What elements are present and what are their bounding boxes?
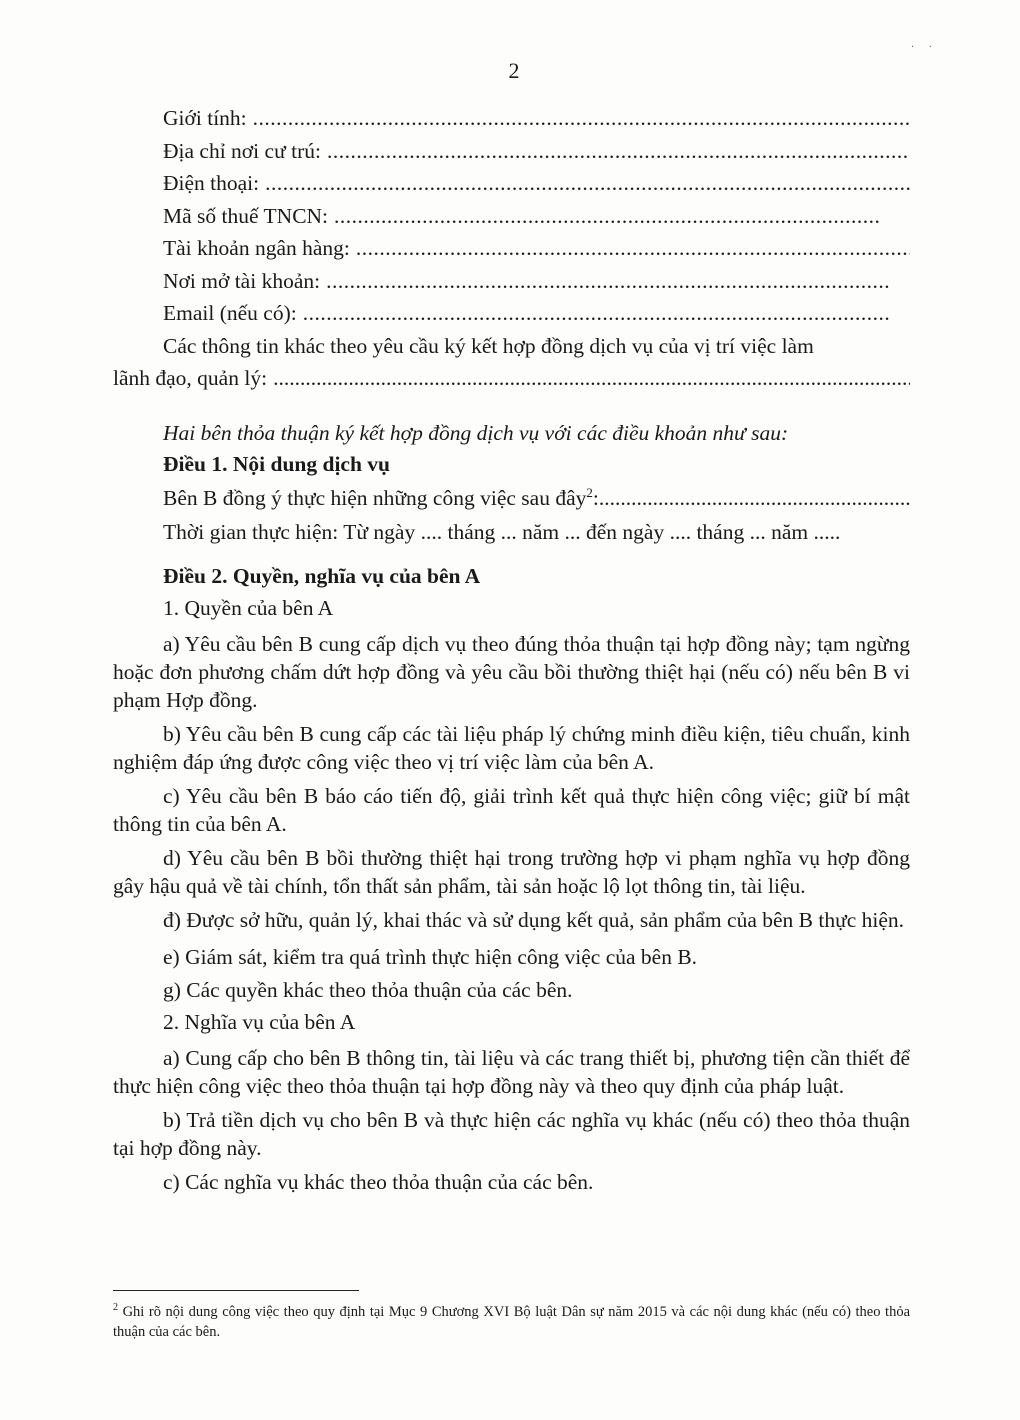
fill-dots [253, 102, 910, 135]
right-item: b) Yêu cầu bên B cung cấp các tài liệu pháp lý chứng minh điều kiện, tiêu chuẩn, kinh nghiệm đáp ứng được công việc theo vị trí việc làm của bên A. [113, 721, 910, 774]
document-body [113, 102, 910, 1196]
field-label: Nơi mở tài khoản: [163, 268, 321, 293]
agreement-intro: Hai bên thỏa thuận ký kết hợp đồng dịch vụ với các điều khoản như sau: [163, 420, 789, 445]
obligation-item: b) Trả tiền dịch vụ cho bên B và thực hiện các nghĩa vụ khác (nếu có) theo thỏa thuận tại hợp đồng này. [113, 1107, 910, 1160]
other-info-line2 [113, 363, 910, 393]
field-label: Giới tính: [163, 106, 247, 130]
right-item: đ) Được sở hữu, quản lý, khai thác và sử dụng kết quả, sản phẩm của bên B thực hiện. [163, 907, 905, 932]
right-item: d) Yêu cầu bên B bồi thường thiệt hại trong trường hợp vi phạm nghĩa vụ hợp đồng gây hậu quả về tài chính, tổn thất sản phẩm, tài sản hoặc lộ lọt thông tin, tài liệu. [113, 845, 910, 898]
footnote-text: Ghi rõ nội dung công việc theo quy định tại Mục 9 Chương XVI Bộ luật Dân sự năm 2015 và các nội dung khác (nếu có) theo thỏa thuận của các bên. [113, 1304, 911, 1340]
footnote-ref: 2 [586, 484, 593, 500]
article-1-time: Thời gian thực hiện: Từ ngày .... tháng ... năm ... đến ngày .... tháng ... năm ..... [163, 519, 841, 544]
right-item: c) Yêu cầu bên B báo cáo tiến độ, giải trình kết quả thực hiện công việc; giữ bí mật thông tin của bên A. [113, 783, 910, 836]
field-address [113, 135, 910, 168]
fill-dots [599, 479, 910, 517]
fill-dots [326, 265, 890, 298]
work-label-colon: : [592, 485, 599, 510]
field-label: Email (nếu có): [163, 301, 297, 325]
scan-speck: · · [910, 42, 938, 53]
footnote [113, 1302, 910, 1342]
page-number: 2 [508, 58, 520, 83]
right-item: e) Giám sát, kiểm tra quá trình thực hiện công việc của bên B. [163, 944, 698, 969]
article-2-heading: Điều 2. Quyền, nghĩa vụ của bên A [163, 563, 481, 588]
obligation-item: c) Các nghĩa vụ khác theo thỏa thuận của các bên. [163, 1169, 594, 1194]
right-item: g) Các quyền khác theo thỏa thuận của các bên. [163, 977, 573, 1002]
footnote-mark: 2 [113, 1302, 118, 1314]
field-tax-code [113, 200, 910, 233]
fill-dots [327, 135, 910, 168]
work-label-text: Bên B đồng ý thực hiện những công việc sau đây [163, 485, 587, 510]
field-phone [113, 167, 910, 200]
fill-dots [303, 297, 890, 330]
rights-heading: 1. Quyền của bên A [163, 595, 334, 620]
right-item: a) Yêu cầu bên B cung cấp dịch vụ theo đúng thỏa thuận tại hợp đồng này; tạm ngừng hoặc đơn phương chấm dứt hợp đồng và yêu cầu bồi thường thiệt hại (nếu có) nếu bên B vi phạm Hợp đồng. [113, 631, 910, 712]
field-label: Mã số thuế TNCN: [163, 203, 329, 228]
obligations-heading: 2. Nghĩa vụ của bên A [163, 1009, 356, 1034]
field-email [113, 297, 910, 330]
field-label: Địa chỉ nơi cư trú: [163, 138, 321, 163]
field-label: Tài khoản ngân hàng: [163, 236, 350, 260]
fill-dots [265, 167, 910, 200]
article-1-heading: Điều 1. Nội dung dịch vụ [163, 451, 391, 476]
other-info-line1: Các thông tin khác theo yêu cầu ký kết hợp đồng dịch vụ của vị trí việc làm [163, 333, 814, 358]
article-1-work-line [113, 479, 910, 517]
footnote-divider [113, 1290, 359, 1291]
fill-dots [356, 232, 910, 265]
field-gender [113, 102, 910, 135]
field-label: lãnh đạo, quản lý: [113, 365, 268, 390]
obligation-item: a) Cung cấp cho bên B thông tin, tài liệu và các trang thiết bị, phương tiện cần thiết để thực hiện công việc theo thỏa thuận tại hợp đồng này và theo quy định của pháp luật. [113, 1045, 910, 1098]
fill-dots [334, 200, 880, 233]
field-bank-account [113, 232, 910, 265]
work-label [163, 479, 599, 517]
field-label: Điện thoại: [163, 171, 260, 195]
fill-dots [273, 363, 910, 393]
field-bank-branch [113, 265, 910, 298]
